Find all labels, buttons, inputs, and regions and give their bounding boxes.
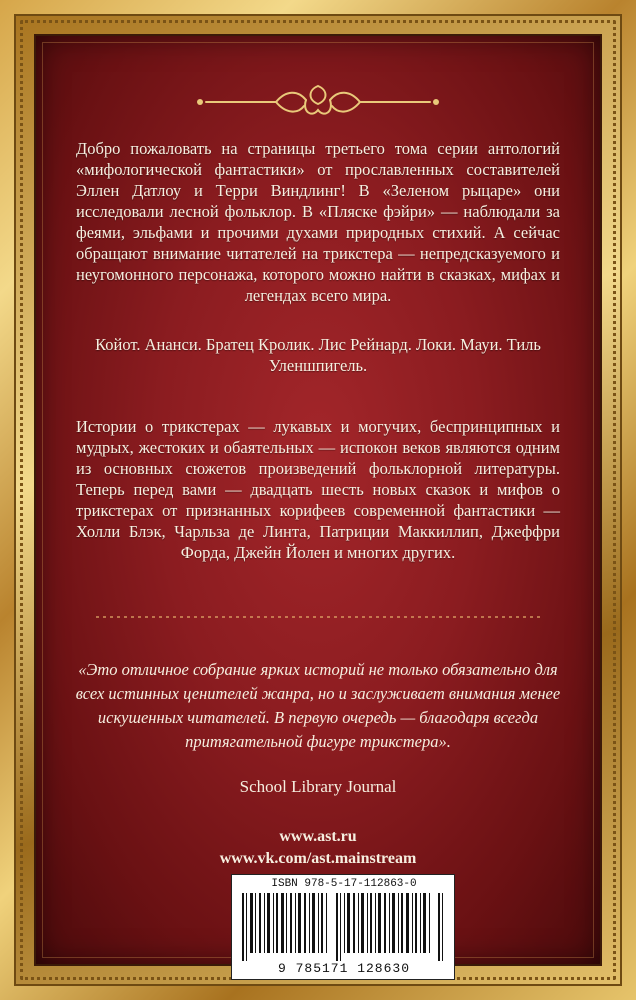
site-link[interactable]: www.ast.ru xyxy=(279,828,357,845)
divider xyxy=(96,616,540,618)
isbn-barcode xyxy=(231,874,455,980)
review-quote: «Это отличное собрание ярких историй не только обязательно для всех истинных ценителей жанра, но и заслуживает внимания менее искушенных читателей. В первую очередь — благодаря всегда притягательной фигуре трикстера». xyxy=(75,660,561,751)
tricksters-list xyxy=(76,334,560,376)
publisher-links xyxy=(36,826,600,870)
tricksters-list-text: Койот. Ананси. Братец Кролик. Лис Рейнард. Локи. Мауи. Тиль Уленшпигель. xyxy=(95,335,541,375)
intro-paragraph-text: Добро пожаловать на страницы третьего тома серии антологий «мифологической фантастики» от прославленных составителей Эллен Датлоу и Терри Виндлинг! В «Зеленом рыцаре» они исследовали лесной фольклор. В «Пляске фэйри» — наблюдали за феями, эльфами и прочими духами природных стихий. А сейчас обращают внимание читателей на трикстера — непредсказуемого и неугомонного персонажа, которого можно найти в сказках, мифах и легендах всего мира. xyxy=(76,139,560,305)
isbn-label: ISBN 978-5-17-112863-0 xyxy=(271,878,417,890)
barcode-bars-icon xyxy=(240,893,446,961)
red-panel xyxy=(36,36,600,976)
quote-source: School Library Journal xyxy=(239,777,397,796)
description-paragraph xyxy=(76,416,560,563)
description-paragraph-text: Истории о трикстерах — лукавых и могучих, беспринципных и мудрых, жестоких и обаятельных — испокон веков являются одним из основных сюжетов произведений фольклорной литературы. Теперь перед вами — двадцать шесть новых сказок и мифов о трикстерах от признанных корифеев современной фантастики — Холли Блэк, Чарльза де Линта, Патриции Маккиллип, Джеффри Форда, Джейн Йолен и многих других. xyxy=(76,417,560,562)
barcode-digits: 9 785171 128630 xyxy=(277,961,411,976)
intro-paragraph xyxy=(76,138,560,306)
vk-link[interactable]: www.vk.com/ast.mainstream xyxy=(219,850,417,867)
ornament-icon xyxy=(36,80,600,124)
